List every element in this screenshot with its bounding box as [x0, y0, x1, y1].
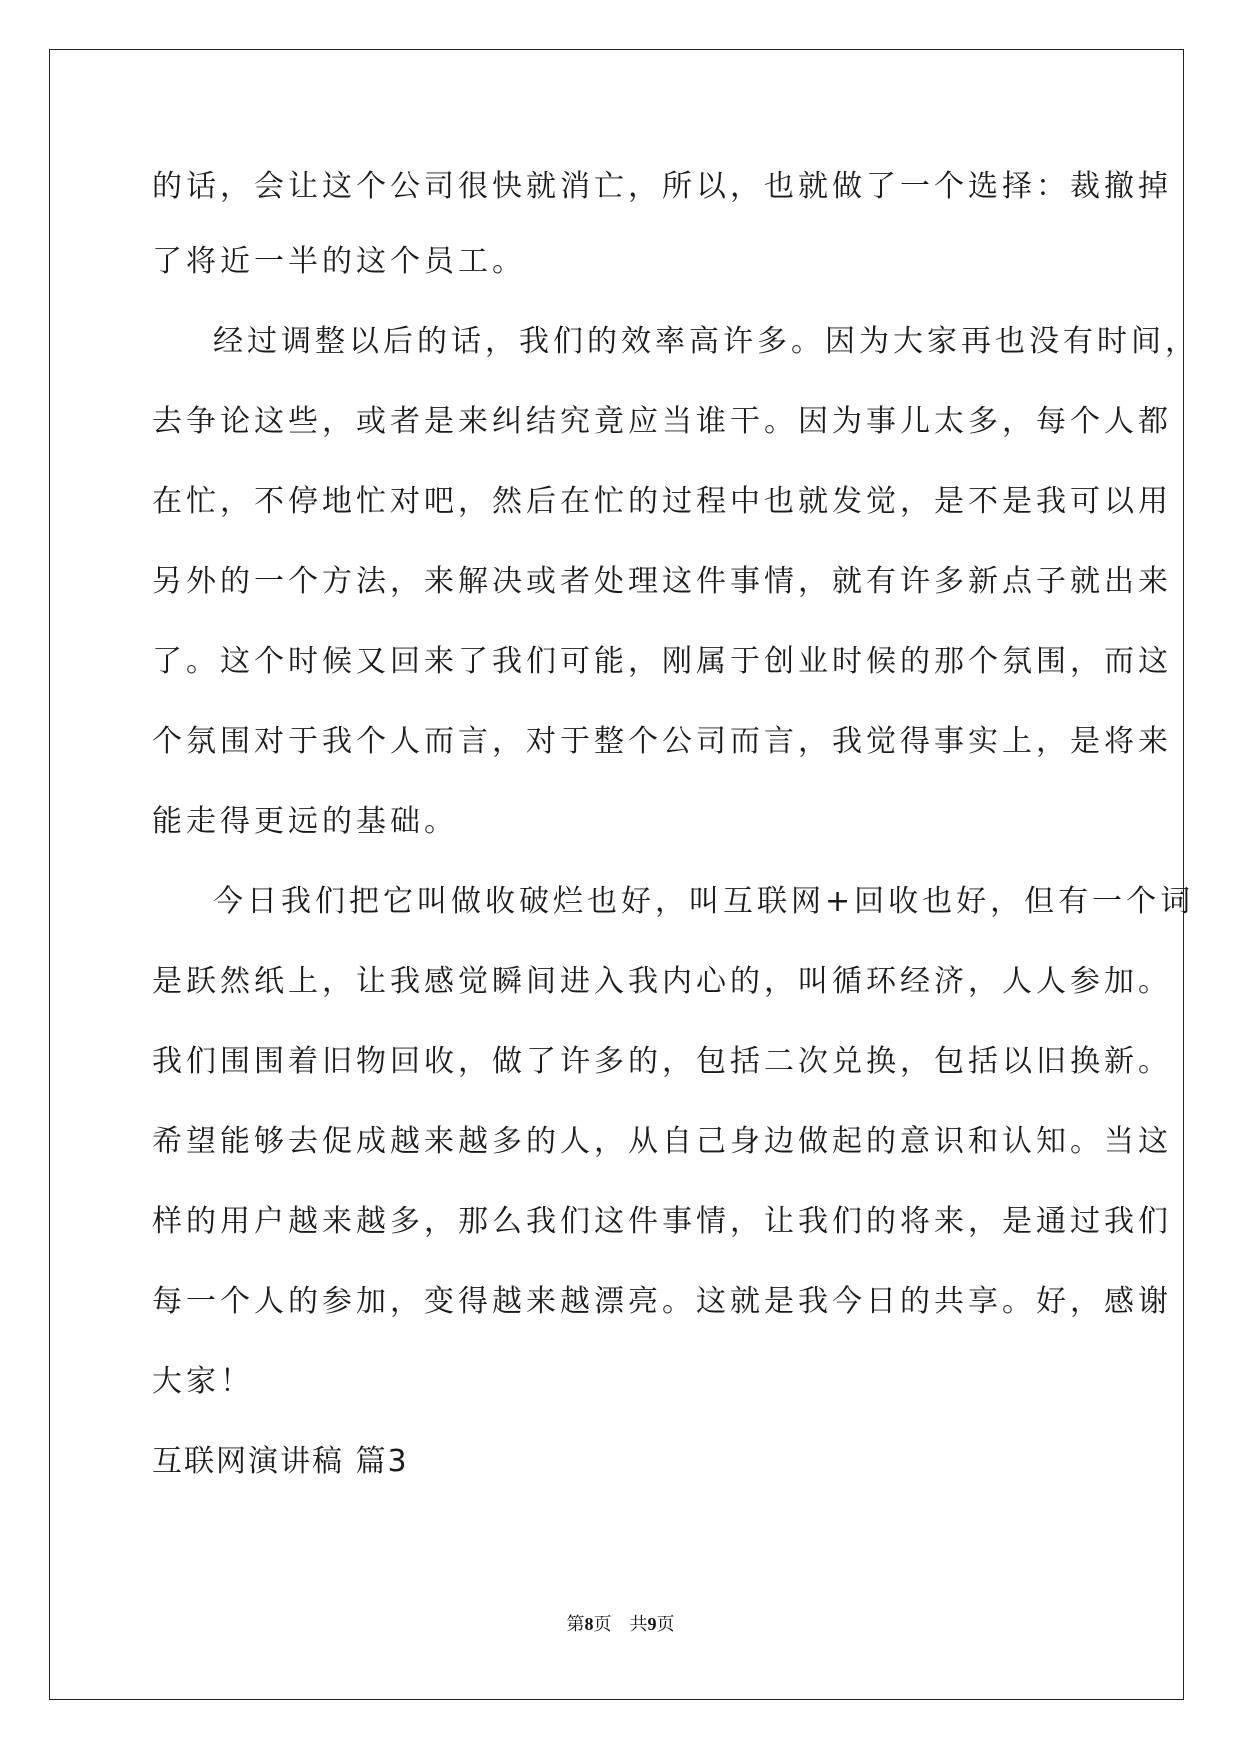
- footer-page-suffix: 页: [593, 1614, 612, 1634]
- footer-page-prefix: 第: [566, 1614, 585, 1634]
- body-line: 能走得更远的基础。: [152, 804, 458, 839]
- body-line: 了。这个时候又回来了我们可能，刚属于创业时候的那个氛围，而这: [152, 644, 1172, 679]
- footer-page-number: 8: [584, 1614, 594, 1634]
- body-line: 我们围围着旧物回收，做了许多的，包括二次兑换，包括以旧换新。: [152, 1044, 1172, 1079]
- body-line: 在忙，不停地忙对吧，然后在忙的过程中也就发觉，是不是我可以用: [152, 484, 1172, 519]
- body-line: 个氛围对于我个人而言，对于整个公司而言，我觉得事实上，是将来: [152, 724, 1172, 759]
- body-line: 是跃然纸上，让我感觉瞬间进入我内心的，叫循环经济，人人参加。: [152, 964, 1172, 999]
- footer-total-prefix: 共: [629, 1614, 648, 1634]
- body-line: 另外的一个方法，来解决或者处理这件事情，就有许多新点子就出来: [152, 564, 1172, 599]
- paragraph-start-line: 经过调整以后的话，我们的效率高许多。因为大家再也没有时间，: [213, 324, 1199, 359]
- footer-total-suffix: 页: [656, 1614, 675, 1634]
- body-line: 大家！: [152, 1364, 254, 1399]
- footer-total-pages: 9: [647, 1614, 657, 1634]
- body-line: 每一个人的参加，变得越来越漂亮。这就是我今日的共享。好，感谢: [152, 1284, 1172, 1319]
- page-footer: [0, 1612, 1241, 1636]
- body-line: 的话，会让这个公司很快就消亡，所以，也就做了一个选择：裁撤掉: [152, 169, 1172, 204]
- paragraph-start-line: 今日我们把它叫做收破烂也好，叫互联网+回收也好，但有一个词: [213, 884, 1195, 919]
- body-line: 样的用户越来越多，那么我们这件事情，让我们的将来，是通过我们: [152, 1204, 1172, 1239]
- body-line: 希望能够去促成越来越多的人，从自己身边做起的意识和认知。当这: [152, 1124, 1172, 1159]
- body-line: 了将近一半的这个员工。: [152, 244, 526, 279]
- body-line: 去争论这些，或者是来纠结究竟应当谁干。因为事儿太多，每个人都: [152, 404, 1172, 439]
- section-heading: 互联网演讲稿 篇3: [152, 1444, 409, 1479]
